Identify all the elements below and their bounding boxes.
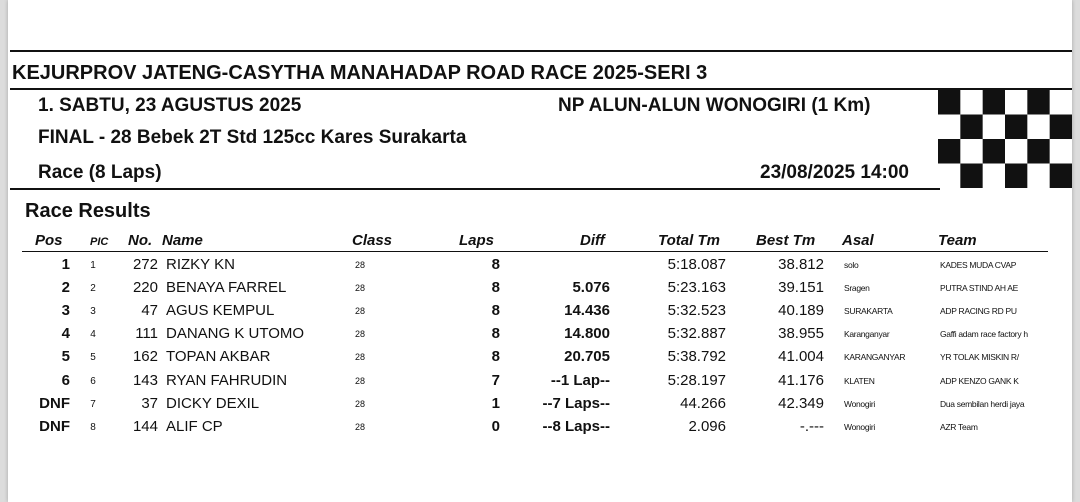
rider-name-cell: DICKY DEXIL <box>166 394 260 412</box>
team-cell: Gaffi adam race factory h <box>940 329 1028 340</box>
pic-cell: 6 <box>90 375 96 387</box>
col-class: Class <box>352 232 393 249</box>
col-name: Name <box>162 232 203 249</box>
rider-name-cell: RYAN FAHRUDIN <box>166 371 288 389</box>
total-time-cell: 5:28.197 <box>667 371 726 389</box>
team-cell: ADP KENZO GANK K <box>940 375 1019 386</box>
total-time-cell: 5:23.163 <box>667 279 726 297</box>
team-cell: ADP RACING RD PU <box>940 306 1017 317</box>
class-cell: 28 <box>355 398 366 409</box>
diff-cell: 20.705 <box>564 348 610 366</box>
event-title: KEJURPROV JATENG-CASYTHA MANAHADAP ROAD RACE 2025-SERI 3 <box>12 62 708 84</box>
laps-cell: 8 <box>491 325 500 343</box>
best-time-cell: 39.151 <box>778 279 824 297</box>
rider-name-cell: ALIF CP <box>166 417 223 435</box>
laps-cell: 8 <box>491 256 500 273</box>
rider-number-cell: 220 <box>132 279 158 297</box>
rider-name-cell: RIZKY KN <box>166 256 235 273</box>
total-time-cell: 5:32.887 <box>667 325 726 343</box>
class-cell: 28 <box>355 283 366 294</box>
class-line: FINAL - 28 Bebek 2T Std 125cc Kares Surakarta <box>38 127 467 148</box>
table-row <box>8 254 1072 277</box>
position-cell: 2 <box>61 279 70 297</box>
rider-number-cell: 162 <box>132 348 158 366</box>
diff-cell: --8 Laps-- <box>542 417 610 435</box>
total-time-cell: 5:38.792 <box>667 348 726 366</box>
best-time-cell: -.--- <box>799 417 824 435</box>
best-time-cell: 41.176 <box>778 371 824 389</box>
position-cell: DNF <box>39 394 70 412</box>
event-date: 1. SABTU, 23 AGUSTUS 2025 <box>38 95 302 116</box>
position-cell: 1 <box>61 256 70 273</box>
team-cell: PUTRA STIND AH AE <box>940 283 1019 294</box>
table-row <box>8 393 1072 416</box>
best-time-cell: 40.189 <box>778 302 824 320</box>
checker-square <box>1027 90 1049 115</box>
col-no: No. <box>128 232 153 249</box>
position-cell: 4 <box>61 325 70 343</box>
pic-cell: 4 <box>90 329 96 341</box>
rider-number-cell: 272 <box>132 256 158 273</box>
total-time-cell: 2.096 <box>688 417 726 435</box>
table-row <box>8 277 1072 300</box>
total-time-cell: 5:18.087 <box>667 256 726 273</box>
pic-cell: 2 <box>90 283 96 295</box>
results-sheet <box>8 0 1072 502</box>
checker-square <box>1050 115 1072 140</box>
col-team: Team <box>938 232 977 249</box>
section-title: Race Results <box>25 200 151 222</box>
checker-square <box>1027 139 1049 164</box>
laps-cell: 1 <box>491 394 500 412</box>
diff-cell: --7 Laps-- <box>542 394 610 412</box>
pic-cell: 1 <box>90 260 96 271</box>
checker-square <box>983 139 1005 164</box>
table-row <box>8 323 1072 346</box>
rider-name-cell: BENAYA FARREL <box>166 279 287 297</box>
race-datetime: 23/08/2025 14:00 <box>760 162 909 183</box>
best-time-cell: 41.004 <box>778 348 824 366</box>
laps-cell: 8 <box>491 302 500 320</box>
laps-cell: 8 <box>491 348 500 366</box>
table-row <box>8 370 1072 393</box>
best-time-cell: 38.812 <box>778 256 824 273</box>
team-cell: YR TOLAK MISKIN R/ <box>940 352 1019 363</box>
columns-rule <box>22 251 1048 252</box>
rider-number-cell: 143 <box>132 371 158 389</box>
header-bottom-rule <box>10 188 940 190</box>
class-cell: 28 <box>355 352 366 363</box>
checker-square <box>1005 164 1027 189</box>
origin-cell: Wonogiri <box>844 421 875 432</box>
pic-cell: 8 <box>90 421 96 433</box>
top-rule <box>10 50 1072 52</box>
position-cell: 5 <box>61 348 70 366</box>
table-row <box>8 416 1072 439</box>
checker-square <box>1050 164 1072 189</box>
checker-square <box>960 164 982 189</box>
diff-cell: --1 Lap-- <box>550 371 610 389</box>
origin-cell: Karanganyar <box>844 329 890 340</box>
diff-cell: 5.076 <box>572 279 610 297</box>
col-best: Best Tm <box>756 232 816 249</box>
title-rule <box>10 88 1072 90</box>
position-cell: 3 <box>61 302 70 320</box>
pic-cell: 7 <box>90 398 96 410</box>
col-pic: PIC <box>90 236 109 248</box>
col-diff: Diff <box>580 232 605 249</box>
col-laps: Laps <box>459 232 495 249</box>
class-cell: 28 <box>355 421 366 432</box>
origin-cell: Sragen <box>844 283 870 294</box>
pic-cell: 5 <box>90 352 96 364</box>
pic-cell: 3 <box>90 306 96 318</box>
laps-cell: 8 <box>491 279 500 297</box>
total-time-cell: 5:32.523 <box>667 302 726 320</box>
class-cell: 28 <box>355 375 366 386</box>
origin-cell: Wonogiri <box>844 398 875 409</box>
col-total: Total Tm <box>658 232 720 249</box>
race-line: Race (8 Laps) <box>38 162 162 183</box>
origin-cell: SURAKARTA <box>844 306 893 317</box>
rider-number-cell: 111 <box>135 325 158 343</box>
col-asal: Asal <box>842 232 874 249</box>
checker-square <box>938 139 960 164</box>
best-time-cell: 42.349 <box>778 394 824 412</box>
col-pos: Pos <box>35 232 63 249</box>
table-row <box>8 346 1072 369</box>
rider-number-cell: 37 <box>141 394 158 412</box>
table-row <box>8 300 1072 323</box>
diff-cell: 14.436 <box>564 302 610 320</box>
team-cell: AZR Team <box>940 421 978 432</box>
class-cell: 28 <box>355 306 366 317</box>
team-cell: Dua sembilan herdi jaya <box>940 398 1025 409</box>
class-cell: 28 <box>355 260 366 270</box>
best-time-cell: 38.955 <box>778 325 824 343</box>
laps-cell: 7 <box>491 371 500 389</box>
team-cell: KADES MUDA CVAP <box>940 260 1017 270</box>
checkered-flag-icon <box>938 90 1072 188</box>
laps-cell: 0 <box>491 417 500 435</box>
origin-cell: KLATEN <box>844 375 875 386</box>
event-venue: NP ALUN-ALUN WONOGIRI (1 Km) <box>558 95 871 116</box>
checker-square <box>983 90 1005 115</box>
rider-name-cell: AGUS KEMPUL <box>166 302 275 320</box>
rider-name-cell: TOPAN AKBAR <box>166 348 271 366</box>
rider-name-cell: DANANG K UTOMO <box>166 325 305 343</box>
rider-number-cell: 144 <box>132 417 158 435</box>
total-time-cell: 44.266 <box>680 394 726 412</box>
origin-cell: solo <box>844 260 859 270</box>
diff-cell: 14.800 <box>564 325 610 343</box>
checker-square <box>960 115 982 140</box>
rider-number-cell: 47 <box>141 302 158 320</box>
class-cell: 28 <box>355 329 366 340</box>
origin-cell: KARANGANYAR <box>844 352 906 363</box>
checker-square <box>1005 115 1027 140</box>
checker-square <box>938 90 960 115</box>
position-cell: DNF <box>39 417 70 435</box>
position-cell: 6 <box>61 371 70 389</box>
